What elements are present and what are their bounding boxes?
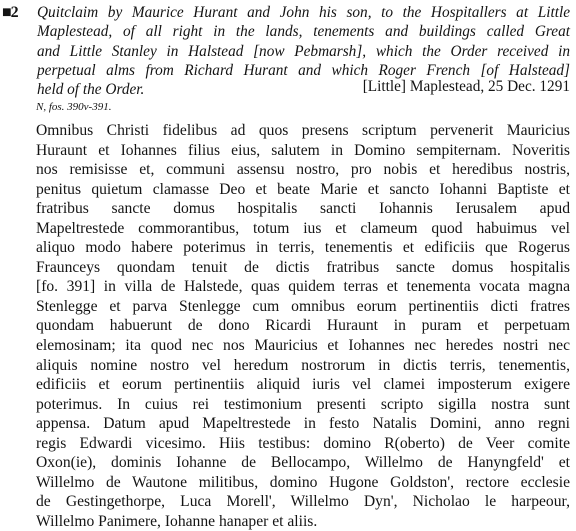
place-and-date: [Little] Maplestead, 25 Dec. 1291 bbox=[362, 78, 570, 95]
latin-line: elemosinam; ita quod nec nos Mauricius et Iohannes nec heredes nostri nec bbox=[36, 337, 570, 355]
latin-line: regis Edwardi vicesimo. Hiis testibus: domino R(oberto) de Veer comite bbox=[36, 434, 570, 452]
source-reference bbox=[36, 100, 111, 114]
latin-line: fratribus sancte domus hospitalis sancti Iohannis Ierusalem apud bbox=[36, 200, 570, 218]
latin-line: edificiis et eorum pertinentiis aliquid iuris vel clamei imposterum exigere bbox=[36, 376, 570, 394]
latin-line: penitus quietum clamasse Deo et beate Marie et sancto Iohanni Baptiste et bbox=[36, 180, 570, 198]
latin-line: de Gestingethorpe, Luca Morell', Willelmo Dyn', Nicholao le harpeour, bbox=[36, 493, 570, 511]
entry-number: ■2 bbox=[2, 4, 18, 21]
latin-line: Huraunt et Iohannes filius eius, salutem in Domino sempiternam. Noveritis bbox=[36, 141, 570, 159]
latin-line: poterimus. In cuius rei testimonium presenti scripto sigilla nostra sunt bbox=[36, 395, 570, 413]
latin-text bbox=[36, 121, 570, 531]
latin-line: quondam habuerunt de dono Ricardi Huraunt in puram et perpetuam bbox=[36, 317, 570, 335]
summary-line: Quitclaim by Maurice Hurant and John his son, to the Hospitallers at Little bbox=[37, 4, 570, 21]
latin-line: Willelmo Panimere, Iohanne hanaper et aliis. bbox=[36, 512, 318, 530]
latin-line: [fo. 391] in villa de Halstede, quas quidem terras et tenementa vocata magna bbox=[36, 278, 570, 296]
summary-line: held of the Order. bbox=[37, 81, 145, 99]
latin-line: Willelmo de Wautone militibus, domino Hugone Goldston', rectore ecclesie bbox=[36, 473, 570, 491]
latin-line: aliquis nomine nostro vel heredum nostrorum in dictis terris, tenementis, bbox=[36, 356, 570, 374]
summary-line: Maplestead, of all right in the lands, tenements and buildings called Great bbox=[37, 23, 570, 41]
latin-line: appensa. Datum apud Mapeltrestede in festo Natalis Domini, anno regni bbox=[36, 415, 570, 433]
latin-line: Fraunceys quondam tenuit de dictis fratribus sancte domus hospitalis bbox=[36, 258, 570, 276]
latin-line: nos remisisse et, communi assensu nostro, pro nobis et heredibus nostris, bbox=[36, 161, 570, 179]
latin-line: Mapeltrestede commorantibus, totum ius et clameum quod habuimus vel bbox=[36, 219, 570, 237]
latin-line: Oxon(ie), dominis Iohanne de Bellocampo, Willelmo de Hanyngfeld' et bbox=[36, 454, 570, 472]
latin-line: aliquo modo habere poterimus in terris, tenementis et edificiis que Rogerus bbox=[36, 239, 570, 257]
latin-line: Stenlegge et parva Stenlegge cum omnibus eorum pertinentiis dicti fratres bbox=[36, 297, 570, 315]
source-reference-text: N, fos. 390v-391. bbox=[36, 101, 112, 113]
latin-line: Omnibus Christi fidelibus ad quos presens scriptum pervenerit Mauricius bbox=[36, 122, 570, 139]
summary-line: perpetual alms from Richard Hurant and which Roger French [of Halstead] bbox=[37, 61, 570, 79]
summary-line: and Little Stanley in Halstead [now Pebmarsh], which the Order received in bbox=[37, 42, 570, 60]
